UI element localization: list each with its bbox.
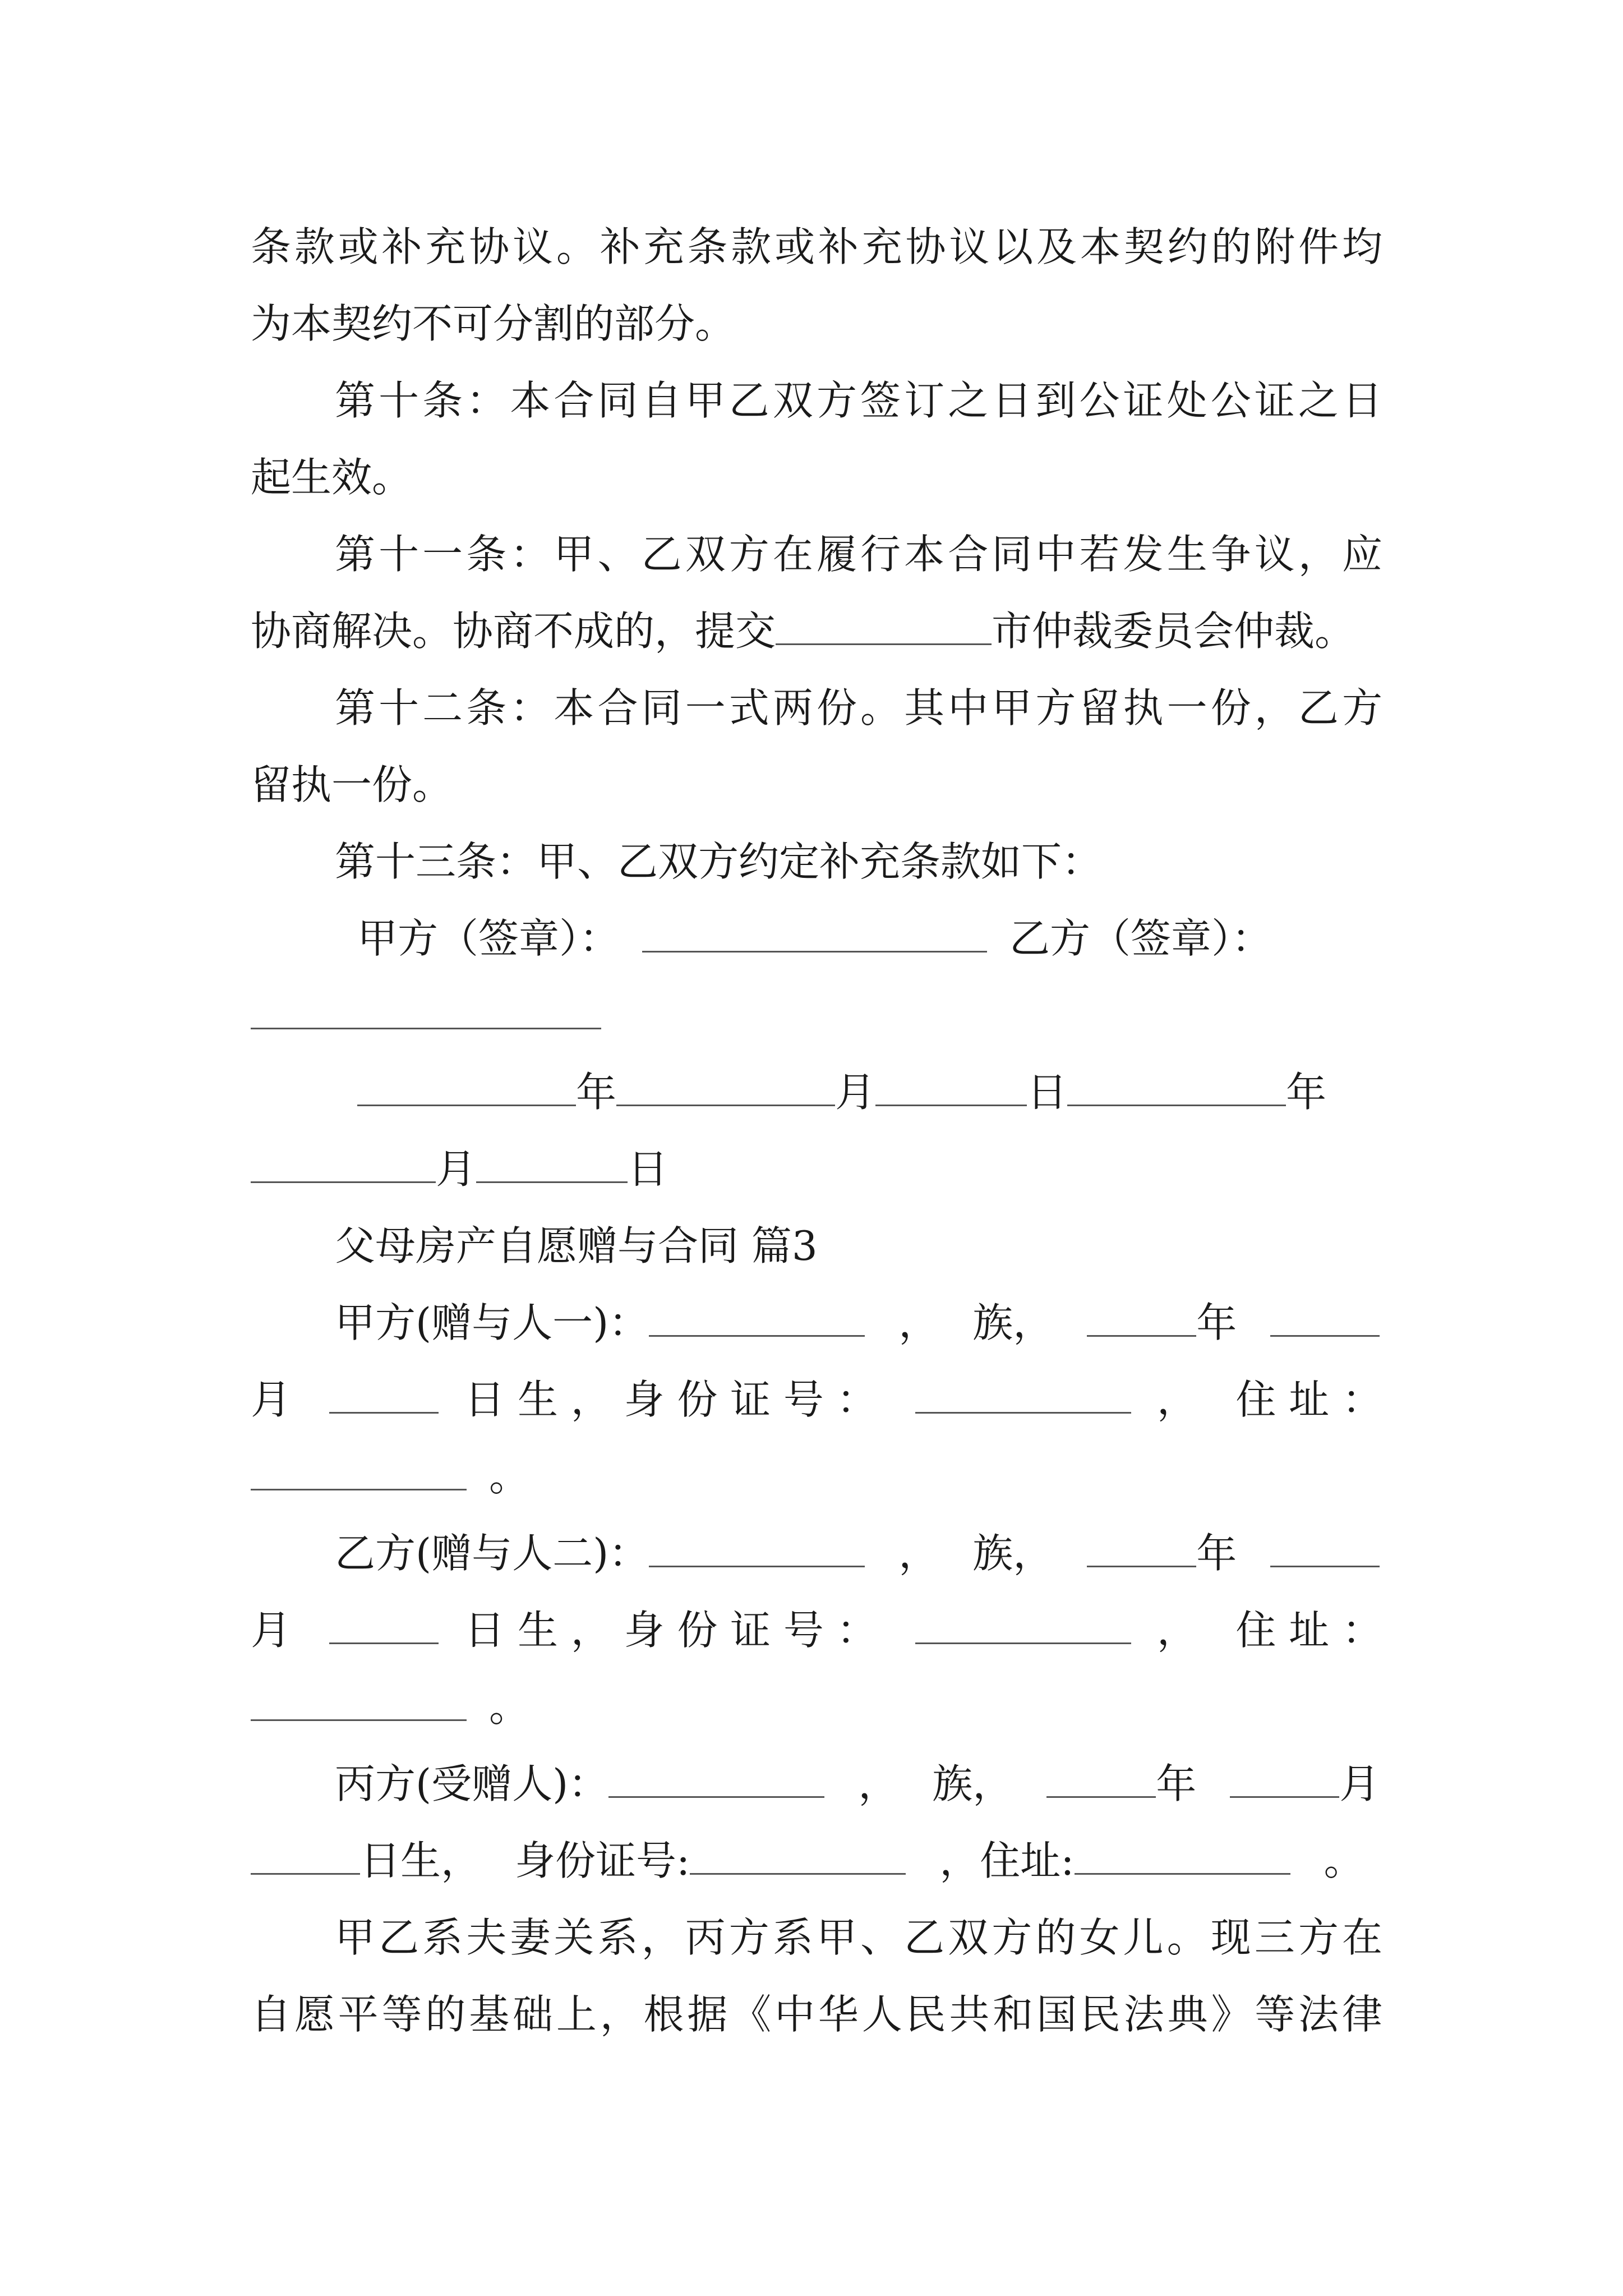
- party-c-line-2: [251, 1823, 1382, 1899]
- month-label-2: 月: [436, 1145, 477, 1193]
- day-label: 日: [1027, 1069, 1068, 1116]
- text-span: 协商解决。协商不成的，提交: [251, 608, 776, 655]
- text-span: 甲方(赠与人一)：: [335, 1299, 649, 1346]
- text-span: 日生，身份证号：: [464, 1376, 890, 1423]
- text-span: 自愿平等的基础上，根据《中华人民共和国民法典》等法律: [251, 1991, 1382, 2038]
- text-span: 月: [251, 1607, 304, 1654]
- party-b-name-blank[interactable]: [649, 1529, 865, 1567]
- fill-blank[interactable]: [776, 606, 992, 645]
- month-label: 月: [835, 1069, 876, 1116]
- text-span: ，: [898, 1530, 939, 1577]
- text-span: 年: [1196, 1530, 1237, 1577]
- relationship-paragraph: [251, 1899, 1382, 1976]
- text-span: 留执一份。: [251, 761, 453, 808]
- text-span: 起生效。: [251, 454, 413, 501]
- party-a-month-blank[interactable]: [1270, 1298, 1380, 1337]
- year-blank[interactable]: [357, 1068, 576, 1106]
- text-span: 市仲裁委员会仲裁。: [992, 608, 1355, 655]
- paragraph-line: [251, 439, 1382, 516]
- party-a-line: [251, 1285, 1382, 1361]
- text-span: 年: [1156, 1760, 1197, 1807]
- day-blank[interactable]: [875, 1068, 1027, 1106]
- article-11: [251, 516, 1382, 593]
- text-span: 。: [489, 1683, 530, 1731]
- text-span: 日生，: [360, 1837, 482, 1884]
- text-span: 月: [1339, 1760, 1380, 1807]
- party-a-name-blank[interactable]: [649, 1298, 865, 1337]
- text-span: ，: [1156, 1376, 1210, 1423]
- party-a-year-blank[interactable]: [1087, 1298, 1196, 1337]
- party-a-line-2: [251, 1361, 1382, 1438]
- heading-text: 父母房产自愿赠与合同 篇3: [335, 1222, 818, 1269]
- text-span: 丙方(受赠人)：: [335, 1760, 609, 1807]
- day-label-2: 日: [628, 1145, 668, 1193]
- article-12: [251, 670, 1382, 747]
- article-13: [251, 823, 1382, 900]
- date-line-continued: [251, 1131, 1382, 1208]
- month-blank-2[interactable]: [251, 1144, 436, 1183]
- party-c-day-blank[interactable]: [251, 1836, 360, 1875]
- text-span: 。: [1324, 1837, 1364, 1884]
- party-a-signature-blank[interactable]: [642, 914, 987, 953]
- document-body: [251, 209, 1382, 2053]
- section-heading: [251, 1208, 1382, 1285]
- month-blank[interactable]: [616, 1068, 835, 1106]
- paragraph-line: [251, 747, 1382, 823]
- party-b-signature-blank[interactable]: [251, 991, 601, 1029]
- day-blank-2[interactable]: [476, 1144, 628, 1183]
- party-a-signature-label: 甲方（签章）：: [357, 915, 620, 962]
- party-c-id-blank[interactable]: [690, 1836, 906, 1875]
- year-label-2: 年: [1286, 1069, 1327, 1116]
- paragraph-line: [251, 286, 1382, 362]
- article-10: [251, 362, 1382, 439]
- text-span: 族，: [972, 1299, 1054, 1346]
- text-span: 住址：: [1235, 1607, 1382, 1654]
- text-span: 身份证号:: [515, 1837, 690, 1884]
- text-span: 住址：: [1235, 1376, 1382, 1423]
- party-b-signature-label: 乙方（签章）：: [1009, 915, 1272, 962]
- text-span: 第十三条：甲、乙双方约定补充条款如下：: [335, 838, 1103, 885]
- party-b-address-blank[interactable]: [251, 1682, 467, 1721]
- paragraph-line: [251, 1976, 1382, 2053]
- party-a-id-blank[interactable]: [915, 1375, 1131, 1414]
- party-c-line: [251, 1746, 1382, 1823]
- party-b-id-blank[interactable]: [915, 1605, 1131, 1644]
- text-span: 日生，身份证号：: [464, 1607, 890, 1654]
- paragraph-line: [251, 209, 1382, 286]
- party-b-line-3: [251, 1669, 1382, 1746]
- text-span: 为本契约不可分割的部分。: [251, 300, 736, 347]
- text-span: 族，: [972, 1530, 1054, 1577]
- text-span: 族，: [932, 1760, 1013, 1807]
- party-c-month-blank[interactable]: [1230, 1759, 1339, 1798]
- text-span: 年: [1196, 1299, 1237, 1346]
- text-span: 甲乙系夫妻关系，丙方系甲、乙双方的女儿。现三方在: [335, 1914, 1382, 1961]
- party-c-year-blank[interactable]: [1046, 1759, 1156, 1798]
- party-b-line-2: [251, 1592, 1382, 1669]
- year-label: 年: [576, 1069, 617, 1116]
- party-b-month-blank[interactable]: [1270, 1529, 1380, 1567]
- party-a-address-blank[interactable]: [251, 1452, 467, 1490]
- party-c-address-blank[interactable]: [1075, 1836, 1290, 1875]
- text-span: 月: [251, 1376, 304, 1423]
- signature-line-continued: [251, 977, 1382, 1054]
- text-span: ，: [898, 1299, 939, 1346]
- text-span: 第十一条：甲、乙双方在履行本合同中若发生争议，应: [335, 531, 1382, 578]
- party-b-line: [251, 1515, 1382, 1592]
- party-b-day-blank[interactable]: [329, 1605, 439, 1644]
- paragraph-line: [251, 593, 1382, 670]
- signature-line: [251, 900, 1382, 977]
- party-c-name-blank[interactable]: [608, 1759, 824, 1798]
- party-b-year-blank[interactable]: [1087, 1529, 1196, 1567]
- party-a-day-blank[interactable]: [329, 1375, 439, 1414]
- text-span: ，: [858, 1760, 899, 1807]
- text-span: 。: [489, 1453, 530, 1500]
- date-line: [251, 1054, 1382, 1131]
- text-span: 乙方(赠与人二)：: [335, 1530, 649, 1577]
- text-span: 第十二条：本合同一式两份。其中甲方留执一份，乙方: [335, 684, 1382, 731]
- party-a-line-3: [251, 1438, 1382, 1515]
- year-blank-2[interactable]: [1067, 1068, 1286, 1106]
- text-span: 条款或补充协议。补充条款或补充协议以及本契约的附件均: [251, 223, 1382, 270]
- text-span: ，住址:: [939, 1837, 1075, 1884]
- text-span: 第十条：本合同自甲乙双方签订之日到公证处公证之日: [335, 377, 1382, 424]
- text-span: ，: [1156, 1607, 1210, 1654]
